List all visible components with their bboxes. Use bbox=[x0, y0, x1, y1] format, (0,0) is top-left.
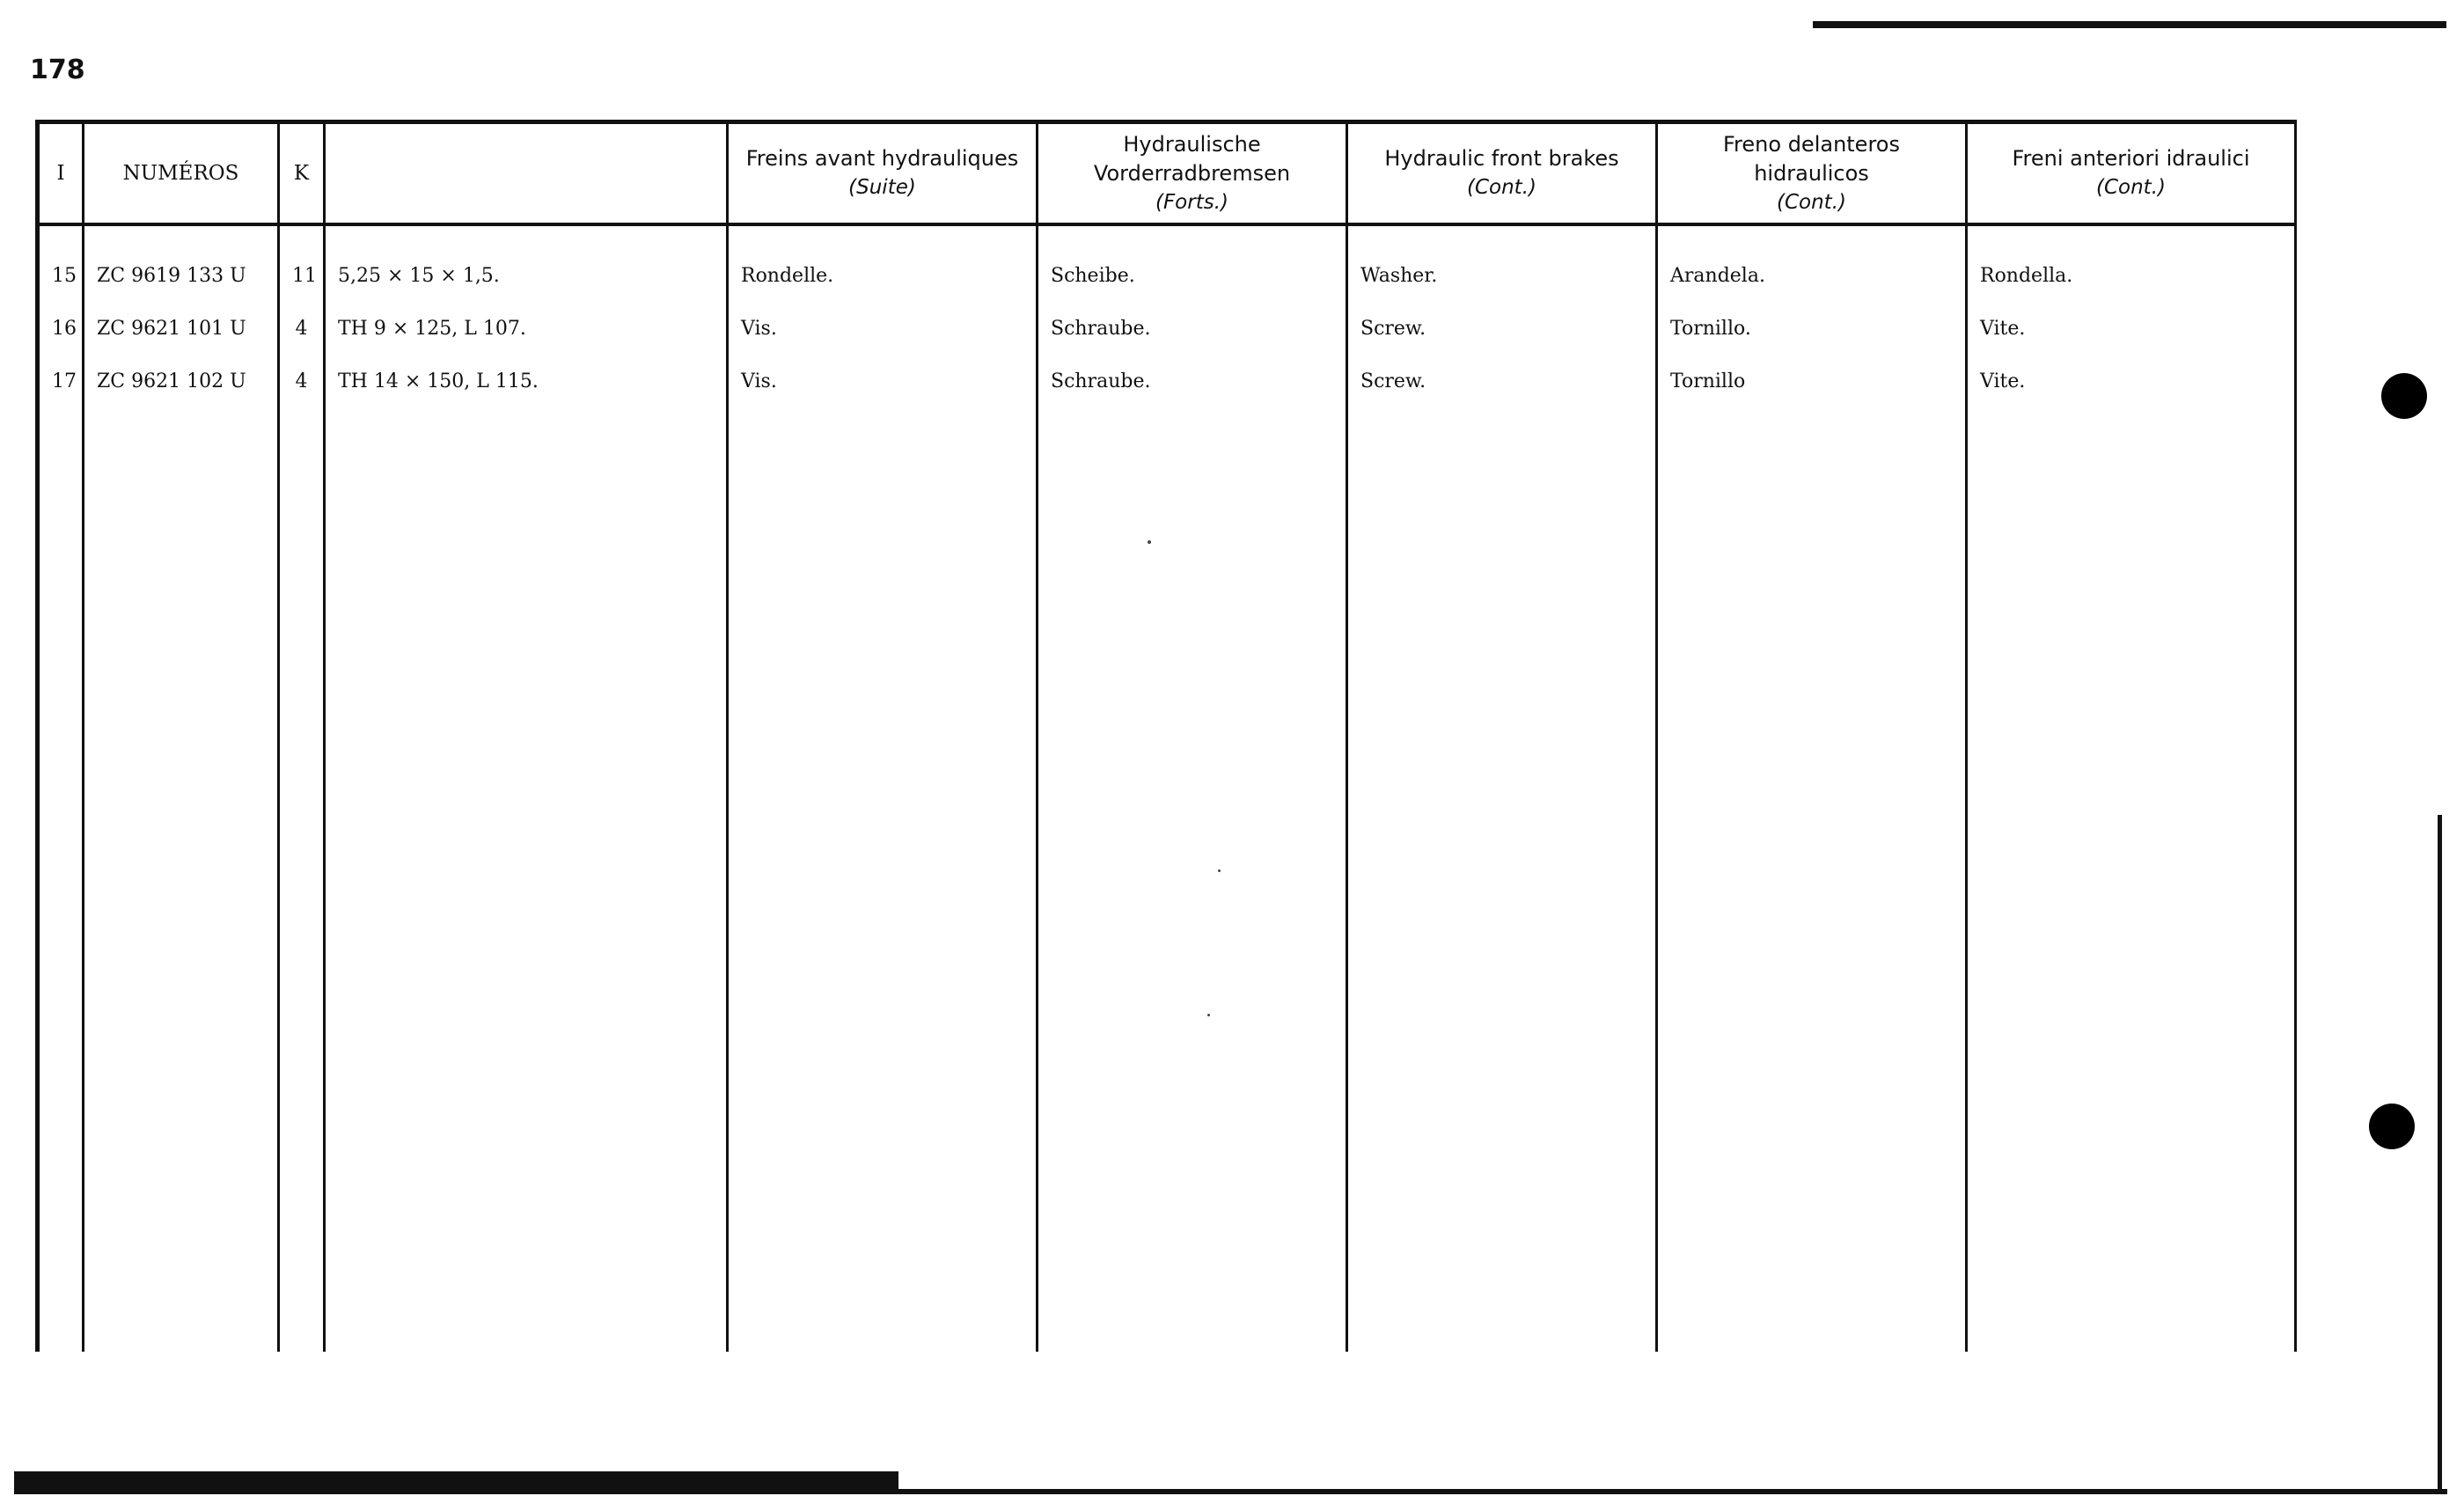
name-italian: Vite. bbox=[1967, 302, 2296, 355]
empty-cell bbox=[1347, 407, 1657, 1352]
header-german-title: Hydraulische Vorderradbremsen bbox=[1093, 131, 1291, 186]
row-index: 17 bbox=[38, 355, 84, 407]
header-dimension bbox=[325, 122, 728, 225]
name-italian: Rondella. bbox=[1967, 224, 2296, 302]
name-german: Schraube. bbox=[1038, 302, 1347, 355]
name-english: Screw. bbox=[1347, 302, 1657, 355]
empty-cell bbox=[1967, 407, 2296, 1352]
empty-table-space bbox=[38, 407, 2296, 1352]
bottom-rule bbox=[14, 1471, 898, 1494]
header-french-title: Freins avant hydrauliques bbox=[745, 146, 1019, 171]
part-number: ZC 9621 101 U bbox=[84, 302, 279, 355]
empty-cell bbox=[1038, 407, 1347, 1352]
part-dimension: TH 9 × 125, L 107. bbox=[325, 302, 728, 355]
name-german: Scheibe. bbox=[1038, 224, 1347, 302]
empty-cell bbox=[84, 407, 279, 1352]
empty-cell bbox=[325, 407, 728, 1352]
top-rule bbox=[1813, 21, 2446, 28]
empty-cell bbox=[1657, 407, 1967, 1352]
header-spanish-sub: (Cont.) bbox=[1777, 190, 1846, 214]
header-english bbox=[1347, 122, 1657, 225]
row-index: 15 bbox=[38, 224, 84, 302]
name-french: Vis. bbox=[728, 355, 1038, 407]
name-spanish: Arandela. bbox=[1657, 224, 1967, 302]
name-spanish: Tornillo. bbox=[1657, 302, 1967, 355]
row-index: 16 bbox=[38, 302, 84, 355]
header-k: K bbox=[279, 122, 325, 225]
row-k: 4 bbox=[279, 302, 325, 355]
table-row bbox=[38, 302, 2296, 355]
part-dimension: 5,25 × 15 × 1,5. bbox=[325, 224, 728, 302]
header-italian bbox=[1967, 122, 2296, 225]
table-row bbox=[38, 355, 2296, 407]
name-english: Washer. bbox=[1347, 224, 1657, 302]
row-k: 11 bbox=[279, 224, 325, 302]
header-numbers: NUMÉROS bbox=[84, 122, 279, 225]
header-english-sub: (Cont.) bbox=[1467, 176, 1536, 199]
table-row bbox=[38, 224, 2296, 302]
part-dimension: TH 14 × 150, L 115. bbox=[325, 355, 728, 407]
header-italian-title: Freni anteriori idraulici bbox=[2012, 146, 2250, 171]
parts-table bbox=[35, 120, 2297, 1352]
name-english: Screw. bbox=[1347, 355, 1657, 407]
header-french bbox=[728, 122, 1038, 225]
punch-hole-top bbox=[2381, 373, 2427, 419]
part-number: ZC 9621 102 U bbox=[84, 355, 279, 407]
empty-cell bbox=[38, 407, 84, 1352]
header-index: I bbox=[38, 122, 84, 225]
name-french: Rondelle. bbox=[728, 224, 1038, 302]
bottom-rule-thin bbox=[898, 1489, 2447, 1494]
header-german-sub: (Forts.) bbox=[1155, 190, 1228, 214]
row-k: 4 bbox=[279, 355, 325, 407]
part-number: ZC 9619 133 U bbox=[84, 224, 279, 302]
punch-hole-bottom bbox=[2369, 1104, 2415, 1149]
header-french-sub: (Suite) bbox=[848, 176, 916, 199]
page-number: 178 bbox=[30, 55, 85, 85]
name-italian: Vite. bbox=[1967, 355, 2296, 407]
header-spanish-title: Freno delanteros hidraulicos bbox=[1723, 131, 1900, 186]
name-german: Schraube. bbox=[1038, 355, 1347, 407]
header-german bbox=[1038, 122, 1347, 225]
header-spanish bbox=[1657, 122, 1967, 225]
header-english-title: Hydraulic front brakes bbox=[1384, 146, 1619, 171]
empty-cell bbox=[279, 407, 325, 1352]
right-edge-rule bbox=[2438, 815, 2442, 1492]
name-spanish: Tornillo bbox=[1657, 355, 1967, 407]
table-header-row bbox=[38, 122, 2296, 225]
header-italian-sub: (Cont.) bbox=[2096, 176, 2166, 199]
empty-cell bbox=[728, 407, 1038, 1352]
name-french: Vis. bbox=[728, 302, 1038, 355]
